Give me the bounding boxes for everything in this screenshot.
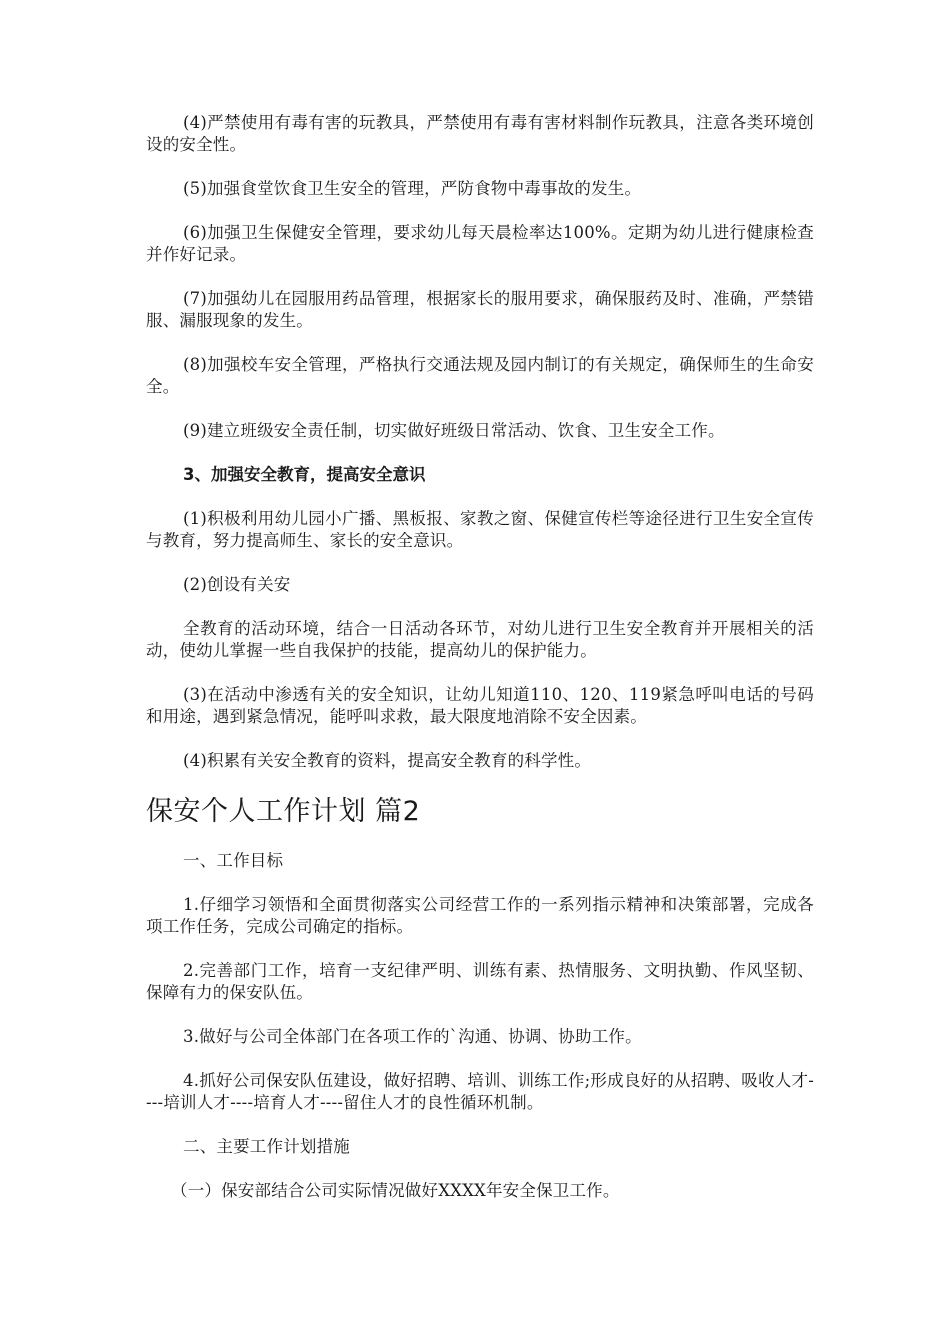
paragraph-activity-environment: 全教育的活动环境，结合一日活动各环节，对幼儿进行卫生安全教育并开展相关的活动，使幼儿掌握一些自我保护的技能，提高幼儿的保护能力。 [146, 619, 814, 660]
paragraph-school-bus: (8)加强校车安全管理，严格执行交通法规及园内制订的有关规定，确保师生的生命安全。 [146, 355, 814, 396]
goal-item-3: 3.做好与公司全体部门在各项工作的`沟通、协调、协助工作。 [183, 1027, 642, 1046]
paragraph-toys-safety: (4)严禁使用有毒有害的玩教具，严禁使用有毒有害材料制作玩教具，注意各类环境创设的安全性。 [146, 113, 814, 154]
section-subheading: 3、加强安全教育，提高安全意识 [183, 465, 426, 484]
paragraph-create-fragment: (2)创设有关安 [183, 575, 291, 594]
paragraph-broadcast: (1)积极利用幼儿园小广播、黑板报、家教之窗、保健宣传栏等途径进行卫生安全宣传与教育，努力提高师生、家长的安全意识。 [146, 509, 814, 550]
paragraph-materials: (4)积累有关安全教育的资料，提高安全教育的科学性。 [183, 751, 592, 770]
goal-item-4: 4.抓好公司保安队伍建设，做好招聘、培训、训练工作;形成良好的从招聘、吸收人才----培训人才----培育人才----留住人才的良性循环机制。 [146, 1071, 814, 1112]
plan-item-1: （一）保安部结合公司实际情况做好XXXX年安全保卫工作。 [171, 1181, 620, 1200]
goal-title: 一、工作目标 [183, 851, 284, 870]
article-heading: 保安个人工作计划 篇2 [146, 796, 421, 827]
paragraph-medicine-management: (7)加强幼儿在园服用药品管理，根据家长的服用要求，确保服药及时、准确，严禁错服、漏服现象的发生。 [146, 289, 814, 330]
paragraph-health-check: (6)加强卫生保健安全管理，要求幼儿每天晨检率达100%。定期为幼儿进行健康检查并作好记录。 [146, 223, 814, 264]
goal-item-1: 1.仔细学习领悟和全面贯彻落实公司经营工作的一系列指示精神和决策部署，完成各项工作任务，完成公司确定的指标。 [146, 895, 814, 936]
paragraph-canteen-hygiene: (5)加强食堂饮食卫生安全的管理，严防食物中毒事故的发生。 [183, 179, 642, 198]
document-page [146, 112, 814, 1222]
goal-item-2: 2.完善部门工作，培育一支纪律严明、训练有素、热情服务、文明执勤、作风坚韧、保障有力的保安队伍。 [146, 961, 814, 1002]
plan-title: 二、主要工作计划措施 [183, 1137, 350, 1156]
paragraph-class-responsibility: (9)建立班级安全责任制，切实做好班级日常活动、饮食、卫生安全工作。 [183, 421, 725, 440]
paragraph-emergency-numbers: (3)在活动中渗透有关的安全知识，让幼儿知道110、120、119紧急呼叫电话的号码和用途，遇到紧急情况，能呼叫求救，最大限度地消除不安全因素。 [146, 685, 814, 726]
